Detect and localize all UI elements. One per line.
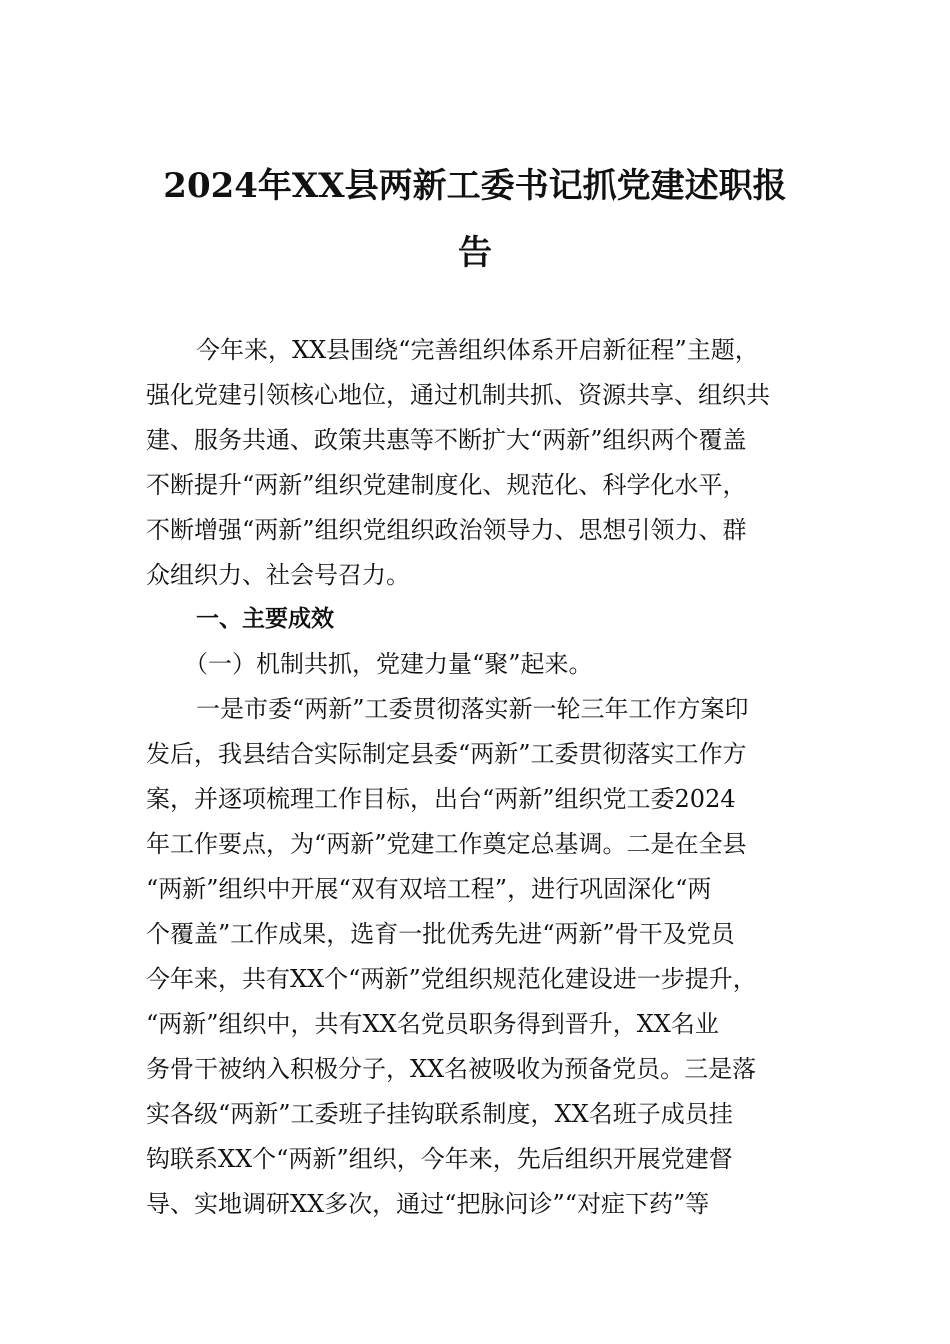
paragraph-line: 发后，我县结合实际制定县委“两新”工委贯彻落实工作方	[146, 740, 747, 768]
paragraph-line: 务骨干被纳入积极分子，XX名被吸收为预备党员。三是落	[146, 1055, 757, 1083]
paragraph-line: “两新”组织中，共有XX名党员职务得到晋升，XX名业	[146, 1010, 719, 1038]
document-title-line-2: 告	[458, 233, 492, 273]
paragraph-line: “两新”组织中开展“双有双培工程”，进行巩固深化“两	[146, 875, 712, 903]
subsection-heading: （一）机制共抓，党建力量“聚”起来。	[184, 650, 593, 678]
section-heading: 一、主要成效	[196, 606, 334, 632]
document-title-line-1: 2024年XX县两新工委书记抓党建述职报	[163, 166, 787, 206]
paragraph-line: 今年来，XX县围绕“完善组织体系开启新征程”主题，	[196, 336, 759, 364]
paragraph-line: 不断提升“两新”组织党建制度化、规范化、科学化水平，	[146, 471, 747, 499]
paragraph-line: 导、实地调研XX多次，通过“把脉问诊”“对症下药”等	[146, 1190, 710, 1218]
paragraph-line: 年工作要点，为“两新”党建工作奠定总基调。二是在全县	[146, 830, 747, 858]
paragraph-line: 强化党建引领核心地位，通过机制共抓、资源共享、组织共	[146, 381, 770, 409]
paragraph-line: 众组织力、社会号召力。	[146, 561, 410, 589]
paragraph-line: 不断增强“两新”组织党组织政治领导力、思想引领力、群	[146, 516, 747, 544]
paragraph-line: 实各级“两新”工委班子挂钩联系制度，XX名班子成员挂	[146, 1100, 733, 1128]
paragraph-line: 个覆盖”工作成果，选育一批优秀先进“两新”骨干及党员	[146, 920, 735, 948]
paragraph-line: 建、服务共通、政策共惠等不断扩大“两新”组织两个覆盖	[146, 426, 747, 454]
paragraph-line: 案，并逐项梳理工作目标，出台“两新”组织党工委2024	[146, 785, 736, 813]
paragraph-line: 一是市委“两新”工委贯彻落实新一轮三年工作方案印	[196, 695, 749, 723]
paragraph-line: 今年来，共有XX个“两新”党组织规范化建设进一步提升，	[146, 965, 757, 993]
paragraph-line: 钩联系XX个“两新”组织，今年来，先后组织开展党建督	[146, 1145, 733, 1173]
